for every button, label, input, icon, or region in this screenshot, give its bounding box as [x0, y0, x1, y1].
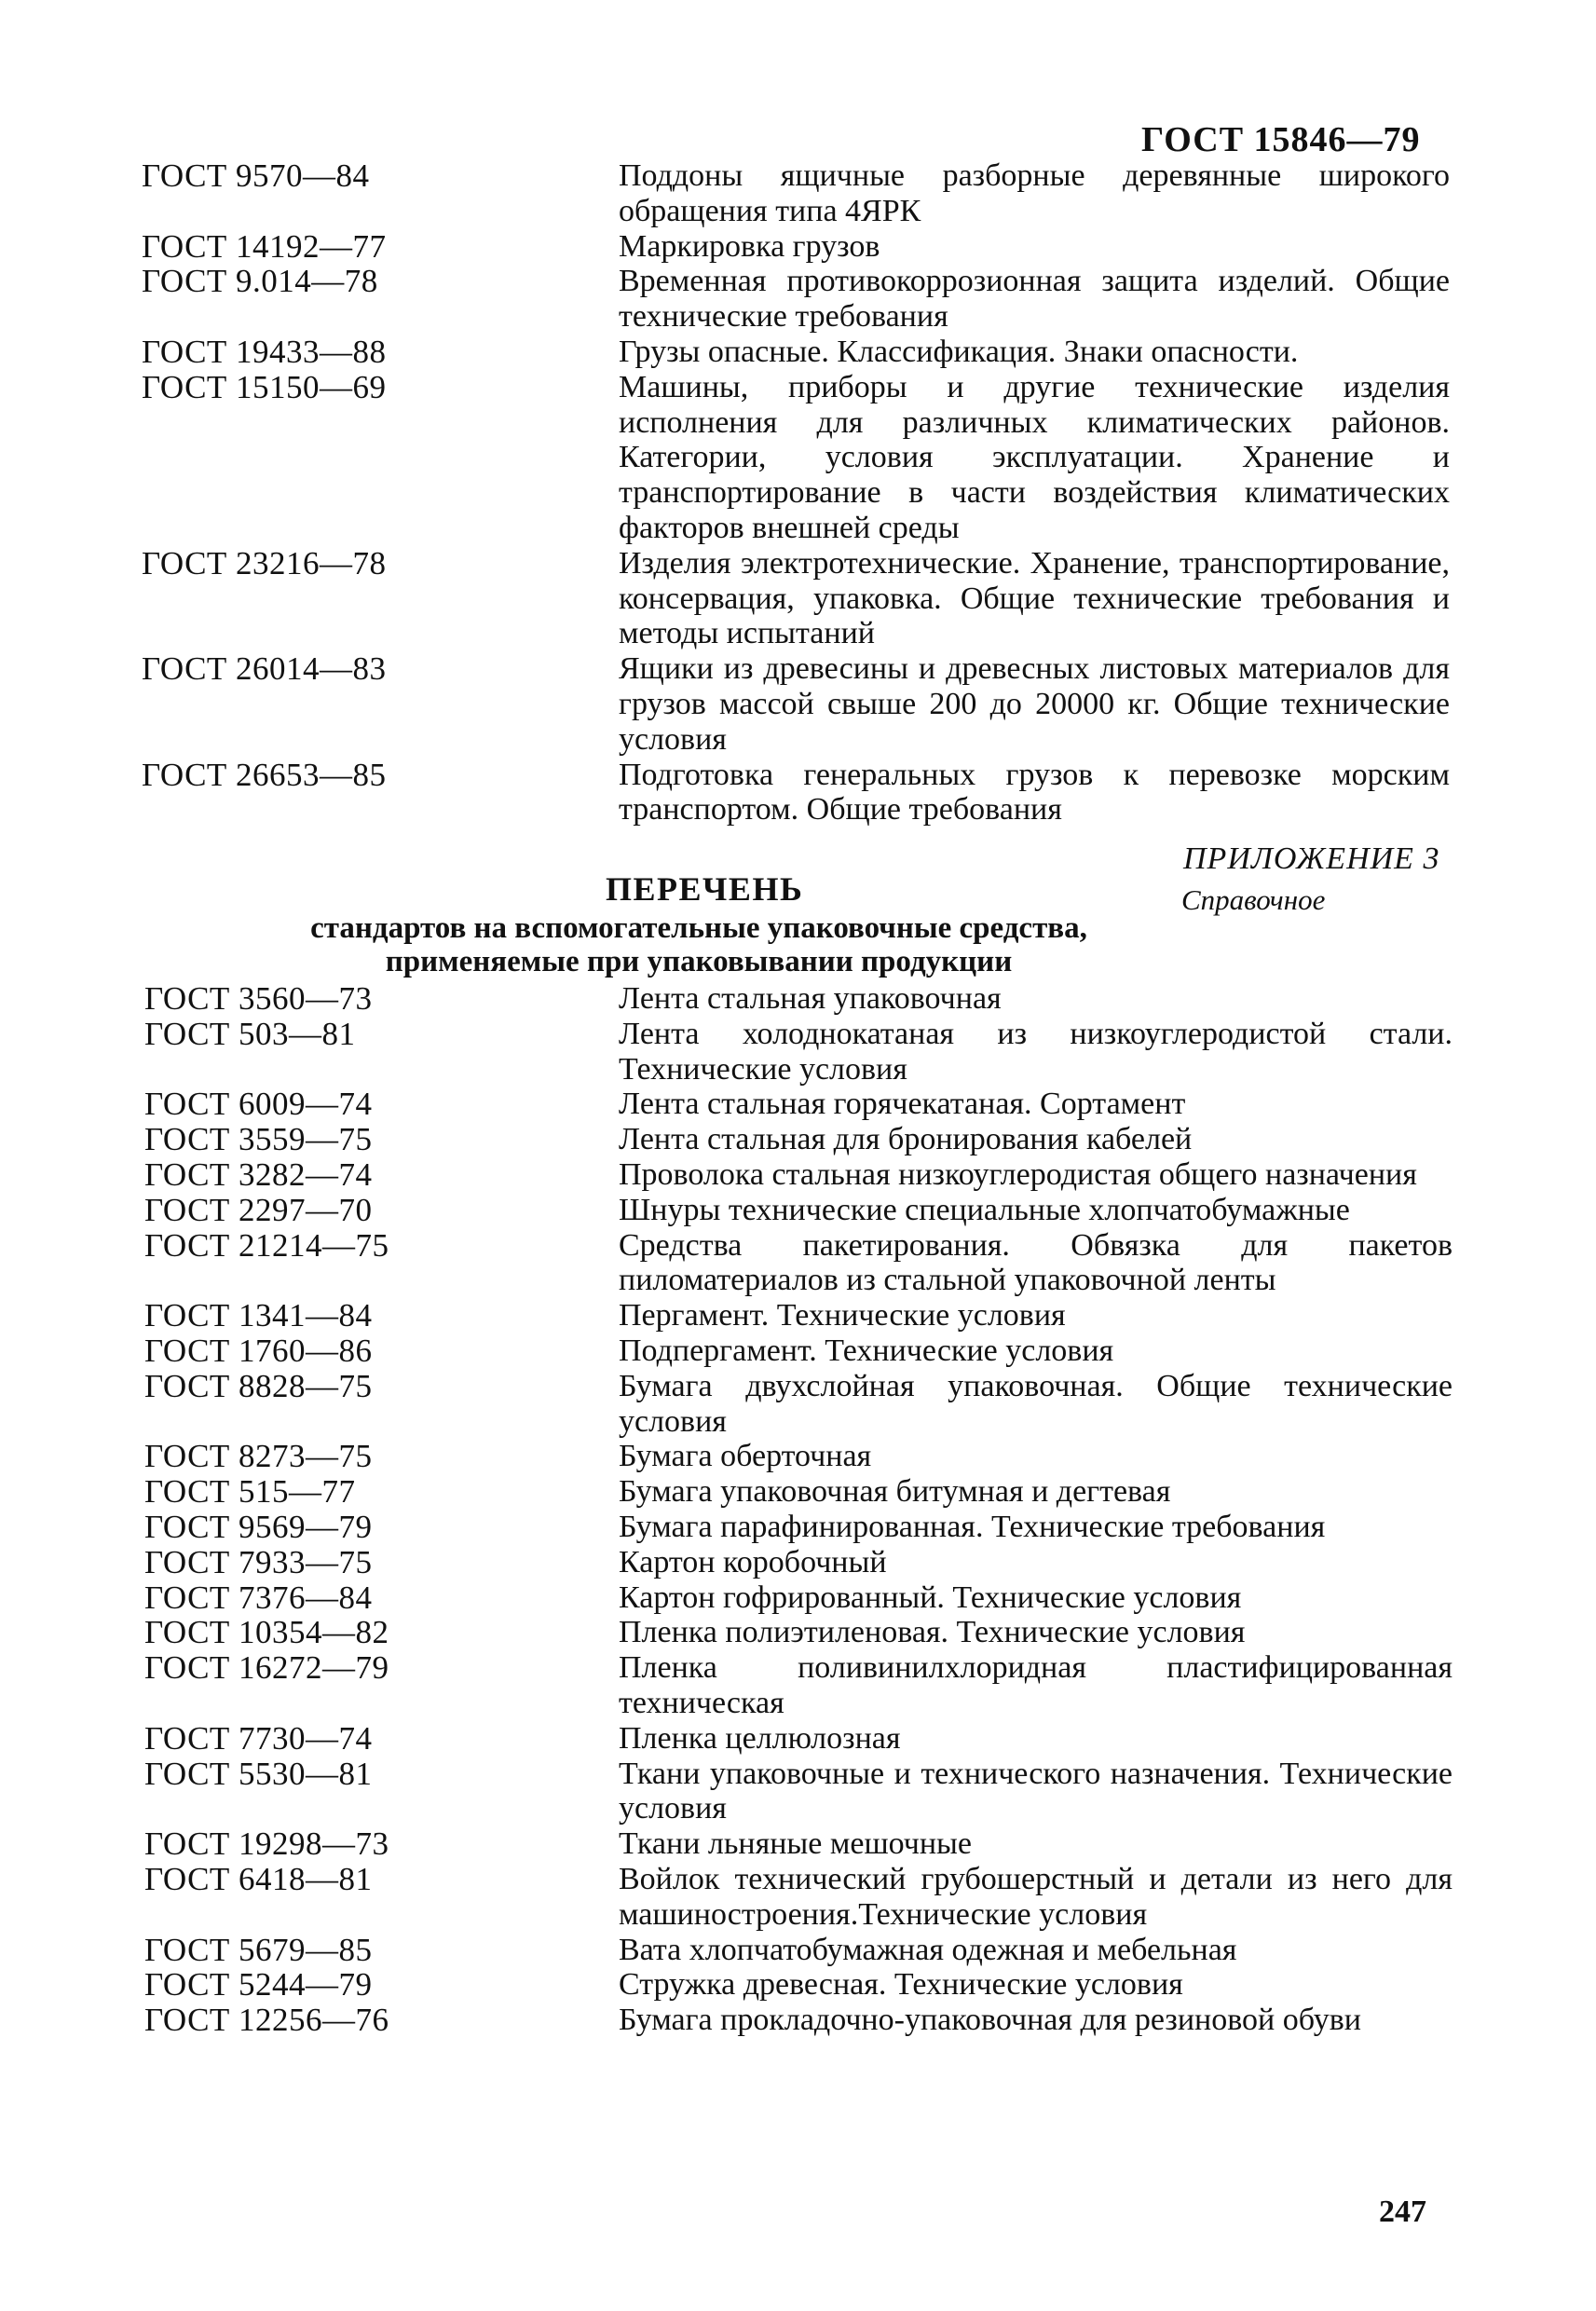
list-item: [0, 546, 1596, 651]
referenced-standards-list: [0, 158, 1596, 827]
standard-title: Подготовка генеральных грузов к перевозке морским транспортом. Общие требования: [619, 757, 1450, 827]
list-item: [0, 758, 1596, 828]
list-item: [0, 2003, 1596, 2038]
standard-title: Картон гофрированный. Технические условия: [619, 1579, 1242, 1615]
standard-title: Лента стальная упаковочная: [619, 981, 1002, 1016]
standard-code: ГОСТ 19298—73: [144, 1826, 389, 1863]
standard-code: ГОСТ 26653—85: [142, 756, 387, 793]
list-item: [0, 1298, 1596, 1333]
list-item: [0, 1228, 1596, 1299]
standard-title: Проволока стальная низкоуглеродистая общего назначения: [619, 1156, 1417, 1192]
list-item: [0, 1017, 1596, 1087]
standard-title: Лента холоднокатаная из низкоуглеродистой стали. Технические условия: [619, 1016, 1453, 1087]
list-item: [0, 370, 1596, 546]
standard-title: Изделия электротехнические. Хранение, транспортирование, консервация, упаковка. Общие технические требования и методы испытаний: [619, 545, 1450, 651]
standard-title: Бумага парафинированная. Технические требования: [619, 1509, 1326, 1544]
standard-title: Бумага двухслойная упаковочная. Общие технические условия: [619, 1368, 1453, 1439]
standard-code: ГОСТ 8828—75: [144, 1367, 373, 1404]
list-item: [0, 1510, 1596, 1545]
standard-code: ГОСТ 15150—69: [142, 368, 387, 405]
standard-title: Пленка поливинилхлоридная пластифицированная техническая: [619, 1650, 1453, 1720]
standard-code: ГОСТ 26014—83: [142, 650, 387, 688]
list-item: [0, 1826, 1596, 1862]
list-item: [0, 1333, 1596, 1369]
standard-title: Подпергамент. Технические условия: [619, 1333, 1114, 1368]
standard-code: ГОСТ 5244—79: [144, 1966, 373, 2003]
standard-title: Ткани упаковочные и технического назначения. Технические условия: [619, 1756, 1453, 1826]
list-item: [0, 264, 1596, 335]
list-item: [0, 651, 1596, 757]
standard-title: Стружка древесная. Технические условия: [619, 1967, 1183, 2003]
standard-code: ГОСТ 9569—79: [144, 1508, 373, 1545]
list-item: [0, 1650, 1596, 1721]
standard-code: ГОСТ 3560—73: [144, 980, 373, 1017]
standard-code: ГОСТ 7730—74: [144, 1719, 373, 1757]
list-item: [0, 1474, 1596, 1510]
standard-code: ГОСТ 1760—86: [144, 1332, 373, 1369]
standard-code: ГОСТ 19433—88: [142, 333, 387, 370]
standard-title: Шнуры технические специальные хлопчатобумажные: [619, 1192, 1350, 1227]
section-subtitle: стандартов на вспомогательные упаковочные средства,: [310, 911, 1087, 945]
standard-code: ГОСТ 6418—81: [144, 1860, 373, 1897]
standard-code: ГОСТ 7376—84: [144, 1579, 373, 1616]
standard-code: ГОСТ 5530—81: [144, 1755, 373, 1792]
standard-title: Временная противокоррозионная защита изделий. Общие технические требования: [619, 264, 1450, 335]
list-item: [0, 1933, 1596, 1968]
standard-code: ГОСТ 21214—75: [144, 1226, 389, 1264]
auxiliary-packaging-standards-list: [0, 981, 1596, 2038]
standard-code: ГОСТ 1341—84: [144, 1297, 373, 1334]
standard-title: Бумага оберточная: [619, 1439, 872, 1474]
standard-code: ГОСТ 515—77: [144, 1473, 356, 1511]
list-item: [0, 1757, 1596, 1827]
standard-title: Лента стальная горячекатаная. Сортамент: [619, 1087, 1186, 1122]
standard-title: Войлок технический грубошерстный и детали из него для машиностроения.Технические условия: [619, 1861, 1453, 1932]
list-item: [0, 1157, 1596, 1193]
standard-code: ГОСТ 9.014—78: [142, 263, 378, 300]
standard-title: Лента стальная для бронирования кабелей: [619, 1122, 1193, 1157]
list-item: [0, 1862, 1596, 1933]
standard-code: ГОСТ 16272—79: [144, 1649, 389, 1687]
standard-code: ГОСТ 14192—77: [142, 227, 387, 265]
standard-code: ГОСТ 10354—82: [144, 1614, 389, 1651]
section-title: ПЕРЕЧЕНЬ: [606, 870, 804, 908]
appendix-type: Справочное: [1181, 883, 1326, 916]
standard-code: ГОСТ 3282—74: [144, 1156, 373, 1193]
list-item: [0, 1721, 1596, 1757]
standard-code: ГОСТ 23216—78: [142, 544, 387, 581]
standard-title: Маркировка грузов: [619, 228, 880, 264]
standard-title: Бумага упаковочная битумная и дегтевая: [619, 1474, 1171, 1510]
standard-code: ГОСТ 6009—74: [144, 1086, 373, 1123]
standard-title: Пленка полиэтиленовая. Технические условия: [619, 1615, 1246, 1650]
list-item: [0, 1545, 1596, 1580]
standard-title: Машины, приборы и другие технические изделия исполнения для различных климатических районов. Категории, условия эксплуатации. Хранение и транспортирование в части воздействия климатических факторов внешней среды: [619, 369, 1450, 545]
appendix-label: ПРИЛОЖЕНИЕ 3: [1183, 841, 1440, 876]
list-item: [0, 1439, 1596, 1474]
standard-title: Средства пакетирования. Обвязка для пакетов пиломатериалов из стальной упаковочной ленты: [619, 1227, 1453, 1298]
standard-title: Пергамент. Технические условия: [619, 1298, 1066, 1333]
standard-code: ГОСТ 503—81: [144, 1015, 356, 1052]
list-item: [0, 1615, 1596, 1650]
list-item: [0, 1087, 1596, 1122]
list-item: [0, 1193, 1596, 1228]
list-item: [0, 1369, 1596, 1440]
standard-code: ГОСТ 3559—75: [144, 1121, 373, 1158]
standard-code: ГОСТ 2297—70: [144, 1191, 373, 1228]
standard-title: Картон коробочный: [619, 1544, 887, 1579]
standard-title: Пленка целлюлозная: [619, 1720, 901, 1756]
standard-code: ГОСТ 8273—75: [144, 1438, 373, 1475]
standard-title: Вата хлопчатобумажная одежная и мебельная: [619, 1932, 1237, 1967]
list-item: [0, 1967, 1596, 2003]
document-code-header: ГОСТ 15846—79: [1141, 120, 1421, 159]
list-item: [0, 229, 1596, 265]
standard-code: ГОСТ 5679—85: [144, 1931, 373, 1968]
page-number: 247: [1379, 2195, 1426, 2229]
standard-code: ГОСТ 12256—76: [144, 2002, 389, 2039]
standard-code: ГОСТ 7933—75: [144, 1543, 373, 1580]
standard-title: Поддоны ящичные разборные деревянные широкого обращения типа 4ЯРК: [619, 158, 1450, 228]
list-item: [0, 158, 1596, 229]
list-item: [0, 1122, 1596, 1157]
standard-code: ГОСТ 9570—84: [142, 157, 370, 194]
list-item: [0, 335, 1596, 370]
list-item: [0, 981, 1596, 1017]
standard-title: Ткани льняные мешочные: [619, 1826, 972, 1862]
standard-title: Бумага прокладочно-упаковочная для резиновой обуви: [619, 2003, 1361, 2038]
standard-title: Грузы опасные. Классификация. Знаки опасности.: [619, 334, 1299, 369]
standard-title: Ящики из древесины и древесных листовых материалов для грузов массой свыше 200 до 20000 кг. Общие технические условия: [619, 651, 1450, 757]
list-item: [0, 1580, 1596, 1616]
section-subtitle: применяемые при упаковывании продукции: [385, 945, 1013, 978]
